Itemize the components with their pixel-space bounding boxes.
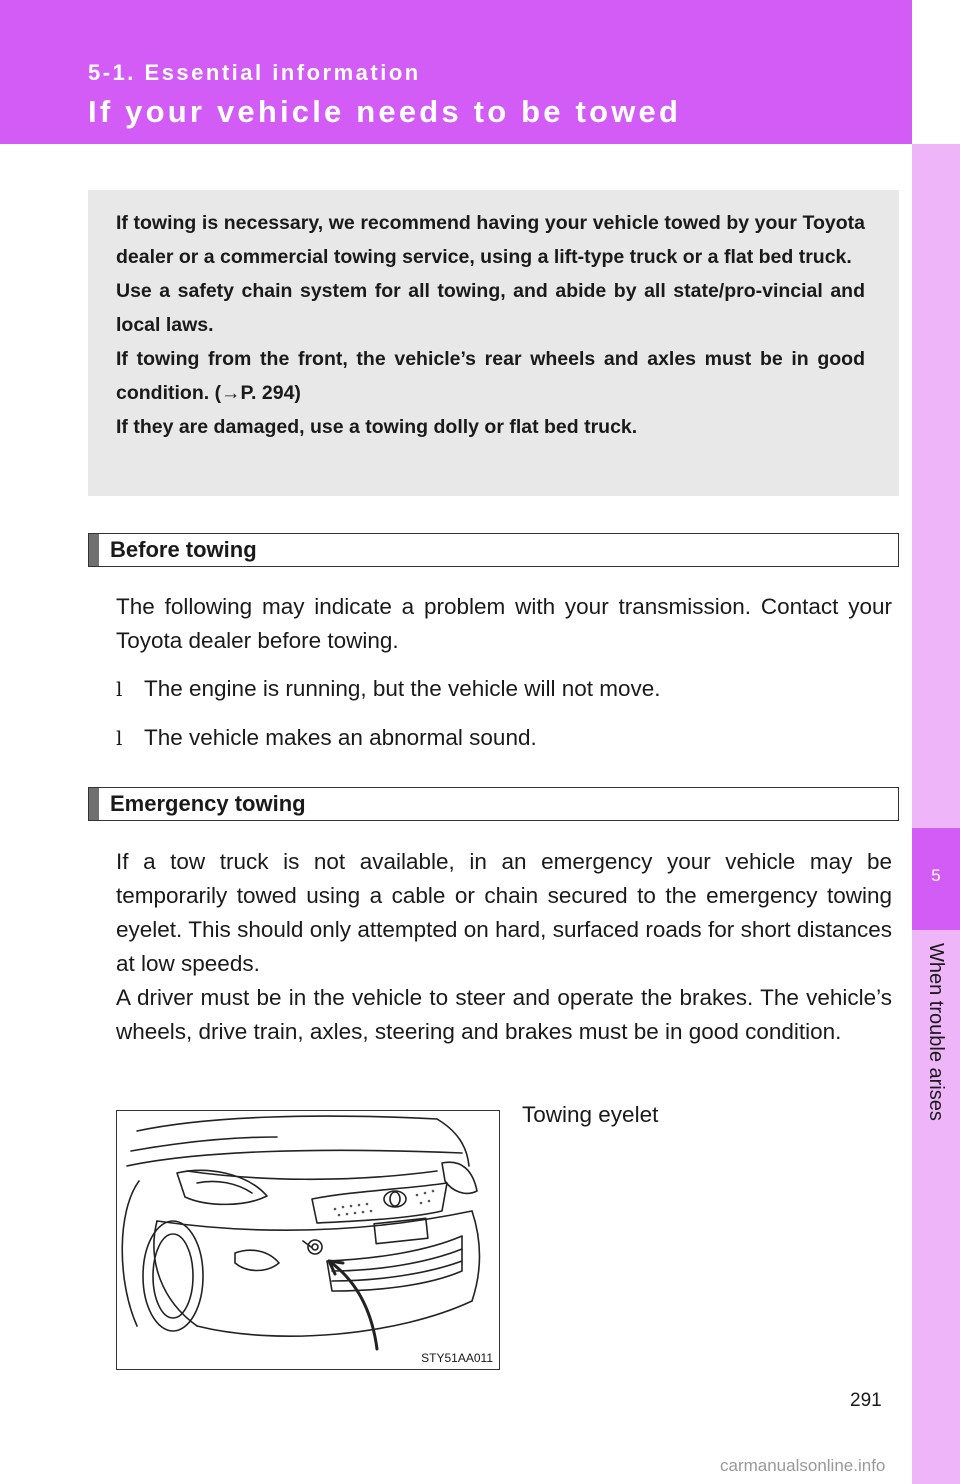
intro-paragraph: Use a safety chain system for all towing, and abide by all state/pro-vincial and local laws. — [116, 280, 865, 336]
towing-eyelet-figure — [116, 1110, 500, 1370]
watermark: carmanualsonline.info — [720, 1456, 886, 1475]
before-towing-heading — [88, 533, 899, 567]
list-item-text: The engine is running, but the vehicle will not move. — [144, 676, 661, 701]
chapter-number-box — [912, 828, 960, 930]
list-item — [116, 721, 537, 755]
page-title: If your vehicle needs to be towed — [88, 94, 682, 129]
page-number: 291 — [850, 1390, 882, 1411]
intro-box — [88, 190, 899, 496]
emergency-towing-text: A driver must be in the vehicle to steer and operate the brakes. The vehicle’s wheels, drive train, axles, steering and brakes must be in good condition. — [116, 985, 892, 1044]
section-label: 5-1. Essential information — [88, 60, 421, 85]
figure-caption: Towing eyelet — [522, 1102, 659, 1127]
chapter-name: When trouble arises — [925, 943, 947, 1121]
bullet-mark: l — [116, 677, 123, 701]
list-item — [116, 672, 661, 706]
before-towing-text: The following may indicate a problem with your transmission. Contact your Toyota dealer before towing. — [116, 594, 892, 653]
page-header — [0, 0, 912, 144]
heading-text: Before towing — [110, 537, 257, 562]
chapter-number: 5 — [931, 866, 941, 885]
heading-text: Emergency towing — [110, 791, 306, 816]
figure-code: STY51AA011 — [421, 1351, 493, 1365]
list-item-text: The vehicle makes an abnormal sound. — [144, 725, 537, 750]
bullet-mark: l — [116, 726, 123, 750]
intro-paragraph: If they are damaged, use a towing dolly or flat bed truck. — [116, 416, 638, 438]
emergency-towing-text: If a tow truck is not available, in an emergency your vehicle may be temporarily towed using a cable or chain secured to the emergency towing eyelet. This should only attempted on hard, surfaced roads for short distances at low speeds. — [116, 849, 892, 976]
car-front-illustration — [117, 1111, 499, 1369]
chapter-side-tab — [912, 144, 960, 1484]
intro-paragraph: If towing is necessary, we recommend having your vehicle towed by your Toyota dealer or a commercial towing service, using a lift-type truck or a flat bed truck. — [116, 212, 865, 268]
emergency-towing-heading — [88, 787, 899, 821]
intro-paragraph: If towing from the front, the vehicle’s rear wheels and axles must be in good condition. (→P. 294) — [116, 348, 865, 404]
